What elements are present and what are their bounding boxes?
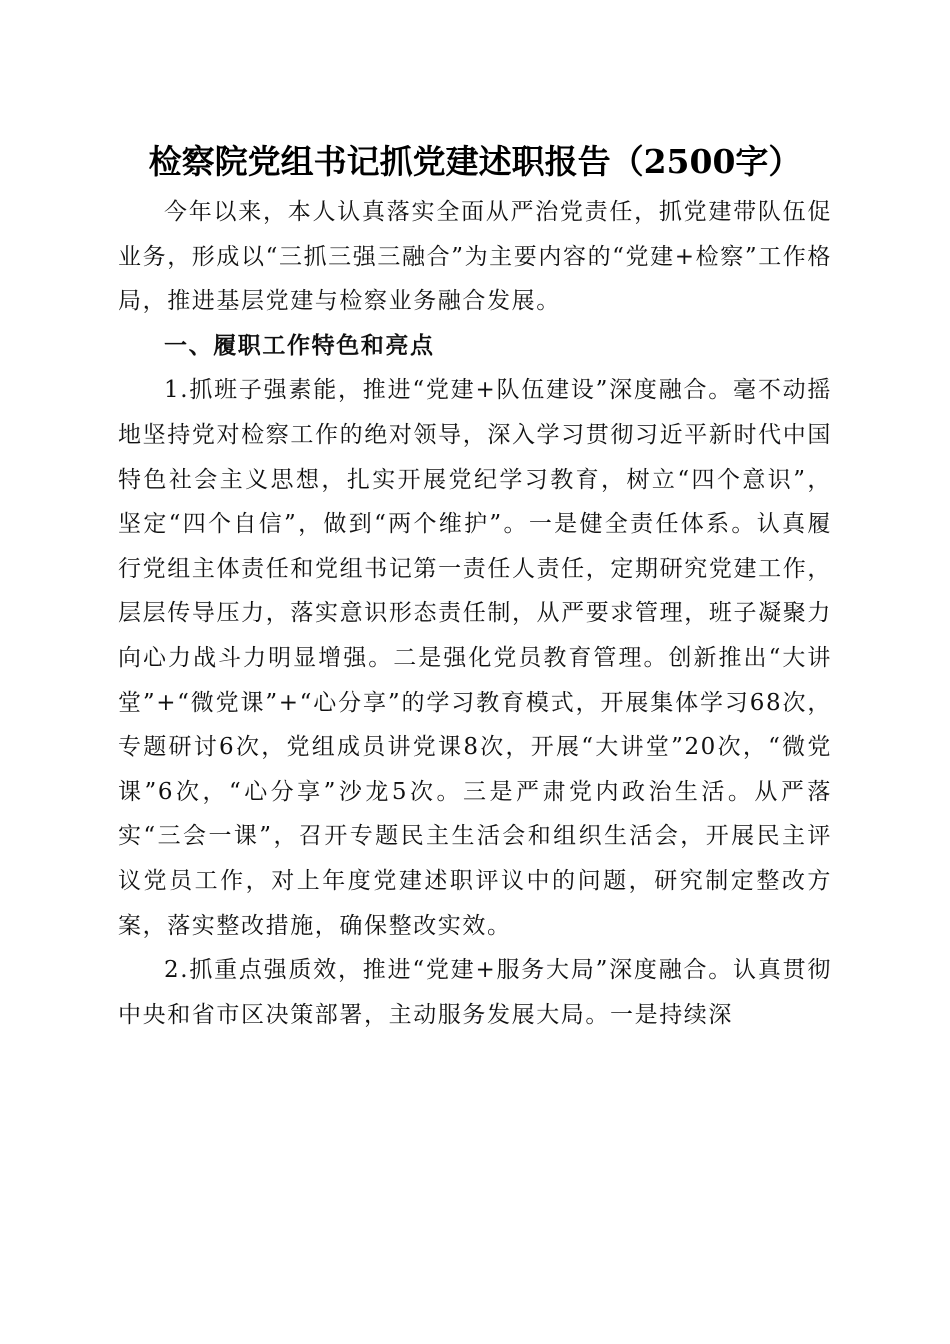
document-title: 检察院党组书记抓党建述职报告（2500字）: [148, 142, 802, 181]
item-2-paragraph: 2.抓重点强质效，推进“党建+服务大局”深度融合。认真贯彻中央和省市区决策部署，主动服务发展大局。一是持续深: [118, 957, 832, 1028]
section-heading: 一、履职工作特色和亮点: [164, 332, 435, 359]
intro-paragraph: 今年以来，本人认真落实全面从严治党责任，抓党建带队伍促业务，形成以“三抓三强三融合”为主要内容的“党建+检察”工作格局，推进基层党建与检察业务融合发展。: [118, 199, 832, 315]
document-body: [118, 190, 832, 1037]
item-1-paragraph: 1.抓班子强素能，推进“党建+队伍建设”深度融合。毫不动摇地坚持党对检察工作的绝对领导，深入学习贯彻习近平新时代中国特色社会主义思想，扎实开展党纪学习教育，树立“四个意识”，坚定“四个自信”，做到“两个维护”。一是健全责任体系。认真履行党组主体责任和党组书记第一责任人责任，定期研究党建工作，层层传导压力，落实意识形态责任制，从严要求管理，班子凝聚力向心力战斗力明显增强。二是强化党员教育管理。创新推出“大讲堂”+“微党课”+“心分享”的学习教育模式，开展集体学习68次，专题研讨6次，党组成员讲党课8次，开展“大讲堂”20次，“微党课”6次，“心分享”沙龙5次。三是严肃党内政治生活。从严落实“三会一课”，召开专题民主生活会和组织生活会，开展民主评议党员工作，对上年度党建述职评议中的问题，研究制定整改方案，落实整改措施，确保整改实效。: [118, 377, 832, 939]
